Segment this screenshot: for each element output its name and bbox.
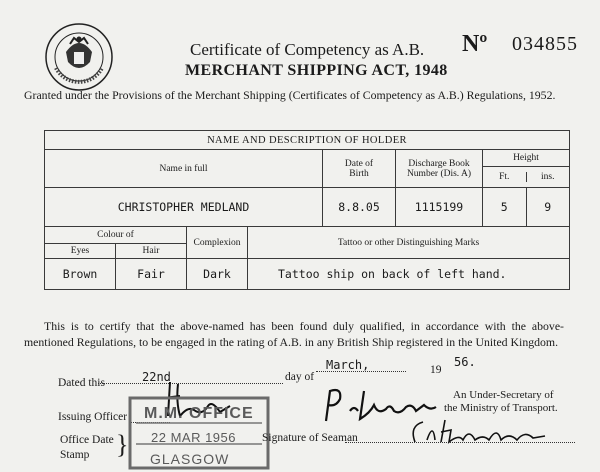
certificate-title: Certificate of Competency as A.B. bbox=[190, 40, 425, 59]
act-title: MERCHANT SHIPPING ACT, 1948 bbox=[185, 62, 448, 79]
table-header: NAME AND DESCRIPTION OF HOLDER bbox=[45, 131, 570, 150]
day-of-label: day of bbox=[285, 371, 315, 383]
certificate-number-label: Nº bbox=[462, 31, 488, 57]
dated-month: March, bbox=[326, 358, 370, 372]
complexion-header: Complexion bbox=[187, 227, 248, 259]
eyes-header: Eyes bbox=[45, 244, 116, 259]
dated-day: 22nd bbox=[142, 370, 171, 384]
holder-description-table bbox=[44, 130, 570, 290]
hair-header: Hair bbox=[116, 244, 187, 259]
seaman-signature bbox=[405, 412, 565, 448]
date-of-birth: 8.8.05 bbox=[323, 188, 396, 227]
stamp-location: GLASGOW bbox=[150, 451, 230, 467]
discharge-book-number: 1115199 bbox=[396, 188, 483, 227]
complexion-value: Dark bbox=[187, 259, 248, 290]
stamp-date: 22 MAR 1956 bbox=[151, 430, 236, 445]
holder-name: CHRISTOPHER MEDLAND bbox=[45, 188, 323, 227]
feet-header: Ft. bbox=[483, 172, 526, 182]
issuing-officer-label: Issuing Officer bbox=[58, 411, 128, 423]
stamp-office-name: M.M. OFFICE bbox=[144, 405, 254, 422]
brace: } bbox=[116, 430, 129, 459]
colour-of-header: Colour of bbox=[45, 227, 187, 244]
year-prefix: 19 bbox=[430, 364, 442, 376]
name-column-header: Name in full bbox=[45, 150, 323, 188]
distinguishing-marks: Tattoo ship on back of left hand. bbox=[248, 259, 570, 290]
height-inches: 9 bbox=[544, 200, 552, 214]
ministry-title: the Ministry of Transport. bbox=[444, 402, 558, 414]
stamp-label: Stamp bbox=[60, 449, 90, 461]
inches-header: ins. bbox=[541, 172, 555, 182]
eyes-value: Brown bbox=[45, 259, 116, 290]
certificate-number: 034855 bbox=[512, 33, 578, 55]
under-secretary-title: An Under-Secretary of bbox=[453, 389, 554, 401]
book-column-header: Discharge Book Number (Dis. A) bbox=[396, 150, 483, 188]
ministry-of-transport-seal-icon bbox=[44, 22, 114, 92]
height-column-header: Height bbox=[483, 150, 570, 167]
dob-column-header: Date of Birth bbox=[323, 150, 396, 188]
dated-label: Dated this bbox=[58, 377, 105, 389]
office-date-label: Office Date bbox=[60, 434, 114, 446]
height-feet: 5 bbox=[483, 188, 526, 226]
hair-value: Fair bbox=[116, 259, 187, 290]
certification-text: This is to certify that the above-named has been found duly qualified, in accordance with the above-mentioned Regulations, to be engaged in the rating of A.B. in any British Ship registered in the United Kingdom. bbox=[24, 319, 564, 349]
seaman-signature-label: Signature of Seaman bbox=[262, 432, 358, 444]
marks-header: Tattoo or other Distinguishing Marks bbox=[248, 227, 570, 259]
granted-text: Granted under the Provisions of the Merchant Shipping (Certificates of Competency as A.B.) Regulations, 1952. bbox=[24, 88, 556, 102]
dated-year: 56. bbox=[454, 355, 476, 369]
